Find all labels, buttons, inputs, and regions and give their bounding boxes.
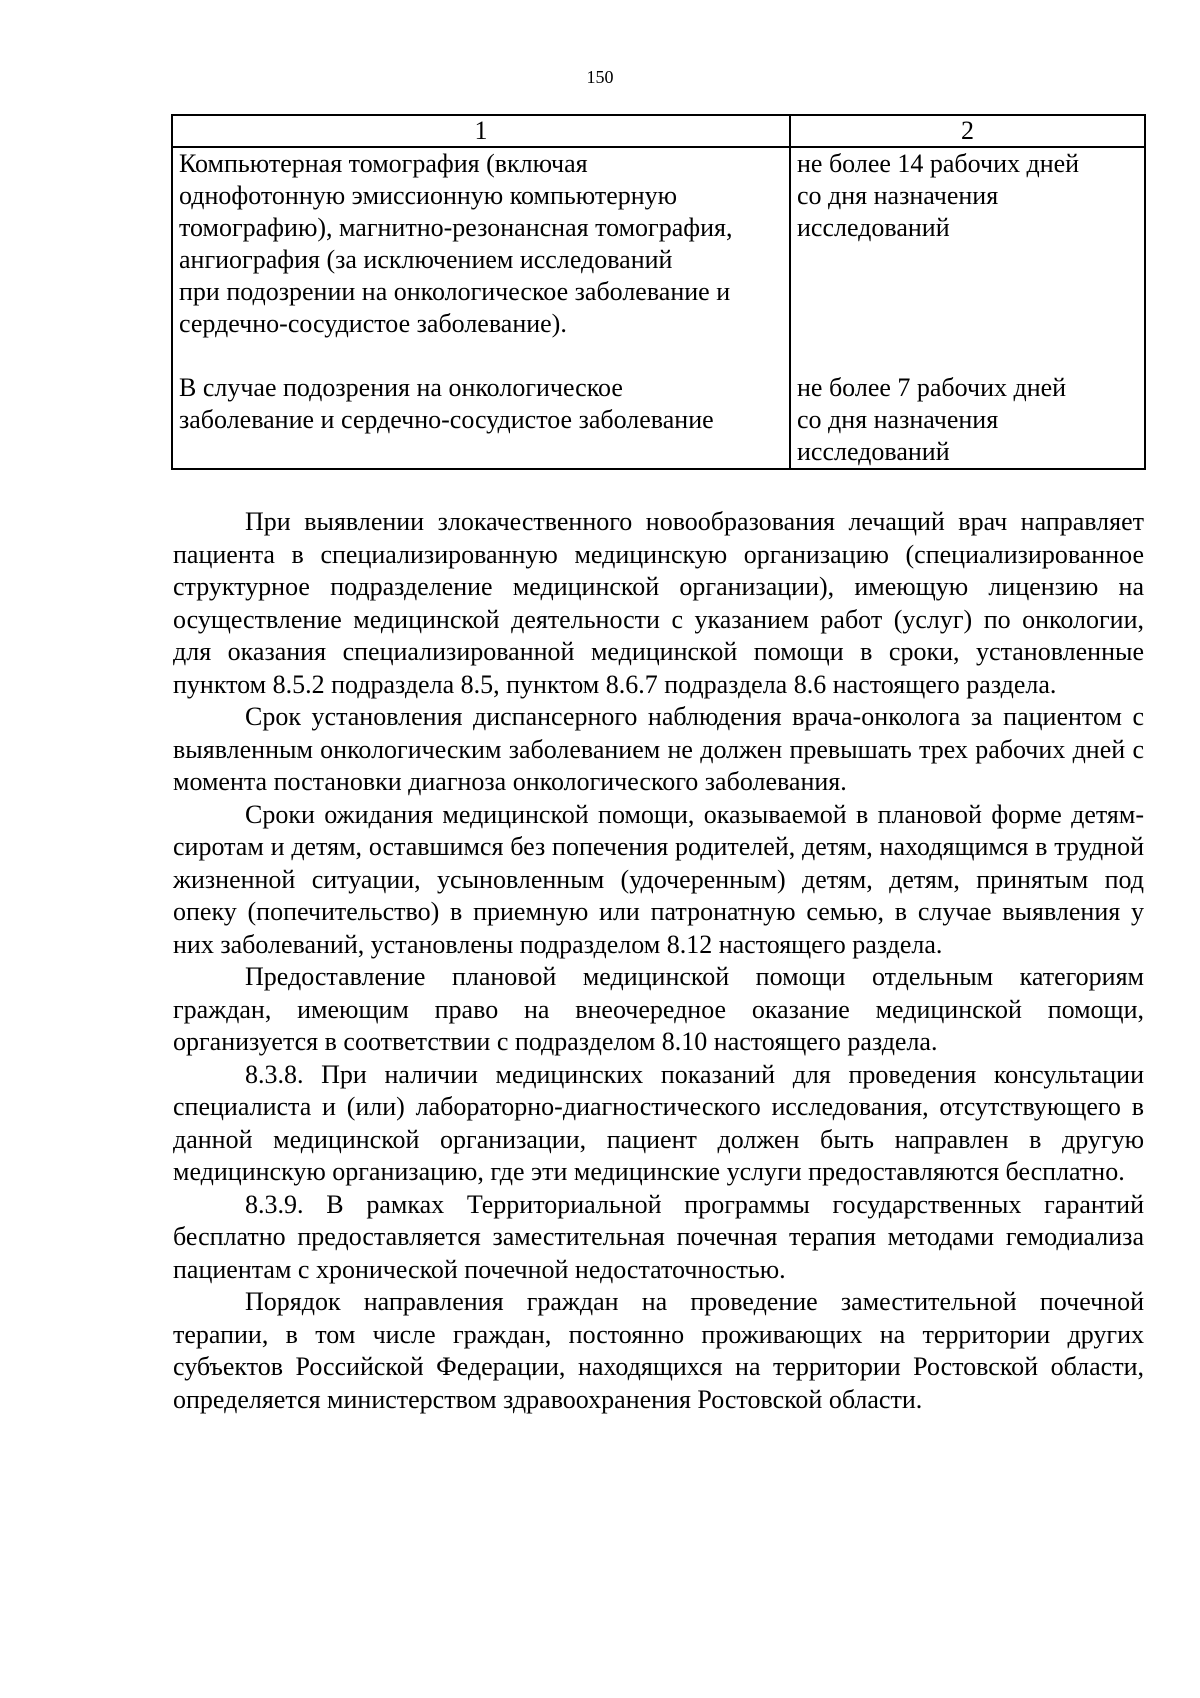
- table-cell-service: [172, 372, 790, 469]
- table-cell-term: [790, 147, 1145, 340]
- cell-text-line: со дня назначения: [797, 405, 999, 434]
- waiting-times-table: [171, 114, 1146, 470]
- paragraph: 8.3.8. При наличии медицинских показаний для проведения консультации специалиста и (или) лабораторно-диагностического исследования, отсутствующего в данной медицинской организации, пациент должен быть направлен в другую медицинскую организацию, где эти медицинские услуги предоставляются бесплатно.: [173, 1059, 1144, 1186]
- table-spacer-cell: [790, 340, 1145, 372]
- table-cell-service: [172, 147, 790, 340]
- paragraph: Срок установления диспансерного наблюдения врача-онколога за пациентом с выявленным онкологическим заболеванием не должен превышать трех рабочих дней с момента постановки диагноза онкологического заболевания.: [173, 702, 1144, 796]
- cell-text-line: ангиография (за исключением исследований: [179, 245, 673, 274]
- document-body: [173, 506, 1144, 1416]
- table-header-row: [172, 115, 1145, 147]
- cell-text-line: со дня назначения: [797, 181, 999, 210]
- table-spacer-cell: [172, 340, 790, 372]
- table-header-col-1: 1: [172, 115, 790, 147]
- table-header-col-2: 2: [790, 115, 1145, 147]
- cell-text-line: при подозрении на онкологическое заболевание и: [179, 277, 731, 306]
- page-number: 150: [586, 67, 614, 87]
- table-row: [172, 372, 1145, 469]
- cell-text-line: Компьютерная томография (включая: [179, 149, 588, 178]
- cell-text-line: томографию), магнитно-резонансная томография,: [179, 213, 733, 242]
- cell-text-line: исследований: [797, 213, 950, 242]
- table-cell-term: [790, 372, 1145, 469]
- paragraph: Порядок направления граждан на проведение заместительной почечной терапии, в том числе граждан, постоянно проживающих на территории других субъектов Российской Федерации, находящихся на территории Ростовской области, определяется министерством здравоохранения Ростовской области.: [173, 1287, 1144, 1414]
- cell-text-line: не более 7 рабочих дней: [797, 373, 1067, 402]
- table-spacer-row: [172, 340, 1145, 372]
- cell-text-line: заболевание и сердечно-сосудистое заболевание: [179, 405, 714, 434]
- cell-text-line: сердечно-сосудистое заболевание).: [179, 309, 567, 338]
- cell-text-line: однофотонную эмиссионную компьютерную: [179, 181, 678, 210]
- cell-text-line: не более 14 рабочих дней: [797, 149, 1080, 178]
- cell-text-line: В случае подозрения на онкологическое: [179, 373, 623, 402]
- paragraph: 8.3.9. В рамках Территориальной программы государственных гарантий бесплатно предоставляется заместительная почечная терапия методами гемодиализа пациентам с хронической почечной недостаточностью.: [173, 1189, 1144, 1284]
- paragraph: Сроки ожидания медицинской помощи, оказываемой в плановой форме детям-сиротам и детям, оставшимся без попечения родителей, детям, находящимся в трудной жизненной ситуации, усыновленным (удочеренным) детям, детям, принятым под опеку (попечительство) в приемную или патронатную семью, в случае выявления у них заболеваний, установлены подразделом 8.12 настоящего раздела.: [173, 799, 1144, 959]
- cell-text-line: исследований: [797, 437, 950, 466]
- table-row: [172, 147, 1145, 340]
- paragraph: При выявлении злокачественного новообразования лечащий врач направляет пациента в специализированную медицинскую организацию (специализированное структурное подразделение медицинской организации), имеющую лицензию на осуществление медицинской деятельности с указанием работ (услуг) по онкологии, для оказания специализированной медицинской помощи в сроки, установленные пунктом 8.5.2 подраздела 8.5, пунктом 8.6.7 подраздела 8.6 настоящего раздела.: [173, 507, 1144, 699]
- paragraph: Предоставление плановой медицинской помощи отдельным категориям граждан, имеющим право на внеочередное оказание медицинской помощи, организуется в соответствии с подразделом 8.10 настоящего раздела.: [173, 962, 1144, 1056]
